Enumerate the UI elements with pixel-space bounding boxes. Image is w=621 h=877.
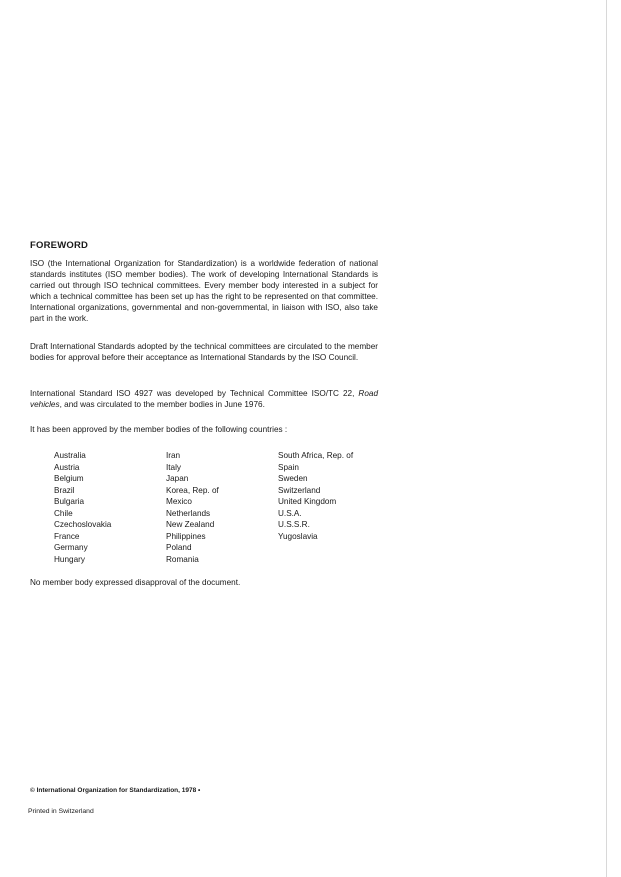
- paragraph-iso-intro: ISO (the International Organization for Standardization) is a worldwide federation of national standards institutes (ISO member bodies). The work of developing International Standards is carried out through ISO technical committees. Every member body interested in a subject for which a technical committee has been set up has the right to be represented on that committee. International organizations, governmental and non-governmental, in liaison with ISO, also take part in the work.: [30, 259, 378, 323]
- paragraph-standard-development: [30, 388, 378, 410]
- country-item: Hungary: [54, 554, 85, 564]
- country-item: Philippines: [166, 531, 206, 541]
- country-item: Sweden: [278, 474, 308, 483]
- committee-title: Road vehicles: [30, 389, 378, 409]
- country-item: France: [54, 531, 80, 541]
- foreword-heading: FOREWORD: [30, 240, 89, 251]
- paragraph-no-disapproval: No member body expressed disapproval of the document.: [30, 578, 241, 587]
- paragraph-standard-development-end: , and was circulated to the member bodies in June 1976.: [59, 400, 265, 409]
- country-item: Brazil: [54, 485, 75, 495]
- country-item: U.S.S.R.: [278, 520, 310, 529]
- country-list-column-3: [278, 450, 353, 542]
- country-item: Germany: [54, 543, 88, 552]
- country-item: Austria: [54, 462, 80, 472]
- country-item: Australia: [54, 451, 86, 460]
- country-item: Korea, Rep. of: [166, 485, 219, 495]
- country-item: Yugoslavia: [278, 531, 318, 541]
- country-item: Romania: [166, 554, 199, 564]
- copyright-notice: © International Organization for Standardization, 1978 •: [30, 787, 201, 794]
- country-item: Netherlands: [166, 508, 211, 518]
- country-item: Belgium: [54, 474, 84, 483]
- country-item: Chile: [54, 508, 73, 518]
- country-item: Switzerland: [278, 485, 321, 495]
- paragraph-standard-development-start: International Standard ISO 4927 was developed by Technical Committee ISO/TC 22,: [30, 389, 359, 398]
- printed-location: Printed in Switzerland: [28, 808, 94, 815]
- country-item: Spain: [278, 462, 299, 472]
- country-item: Bulgaria: [54, 497, 85, 506]
- country-list-column-1: [54, 450, 111, 565]
- page-edge-line: [606, 0, 607, 877]
- paragraph-approval: It has been approved by the member bodies of the following countries :: [30, 425, 288, 434]
- paragraph-draft-standards: Draft International Standards adopted by the technical committees are circulated to the member bodies for approval before their acceptance as International Standards by the ISO Council.: [30, 342, 378, 362]
- country-item: Poland: [166, 543, 192, 552]
- country-item: Czechoslovakia: [54, 520, 112, 529]
- country-list-column-2: [166, 450, 219, 565]
- country-item: Mexico: [166, 497, 192, 506]
- country-item: Iran: [166, 451, 181, 460]
- country-item: Italy: [166, 462, 182, 472]
- country-item: Japan: [166, 474, 189, 483]
- country-item: New Zealand: [166, 520, 215, 529]
- country-item: U.S.A.: [278, 508, 302, 518]
- country-item: South Africa, Rep. of: [278, 451, 354, 460]
- country-item: United Kingdom: [278, 497, 337, 506]
